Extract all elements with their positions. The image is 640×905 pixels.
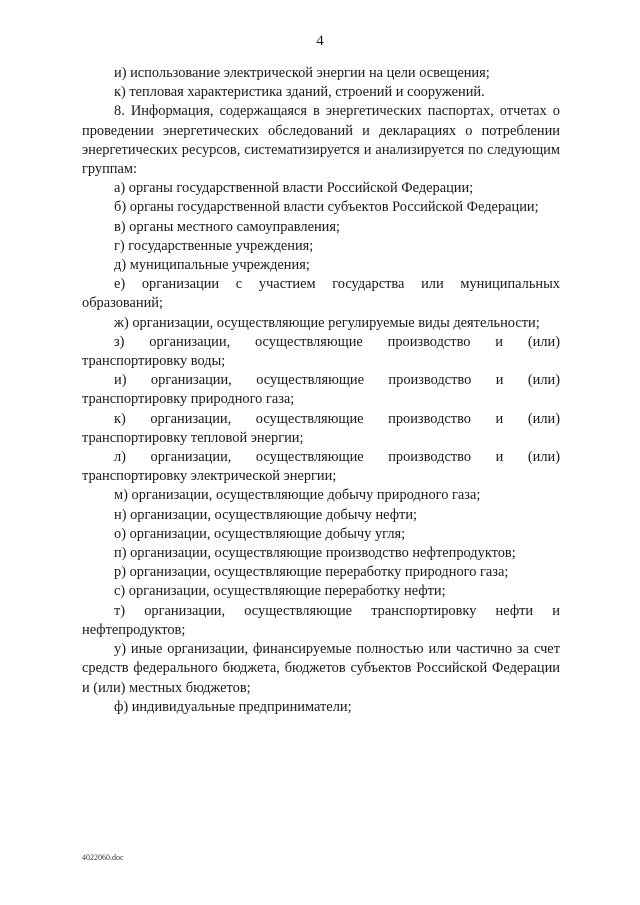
list-item-r: р) организации, осуществляющие переработку природного газа; — [114, 564, 509, 581]
list-item-i: и) организации, осуществляющие производство и (или) транспортировку природного газа; — [82, 372, 560, 408]
list-item-m: м) организации, осуществляющие добычу природного газа; — [114, 487, 481, 504]
list-item-k: к) организации, осуществляющие производство и (или) транспортировку тепловой энергии; — [82, 410, 560, 446]
list-item-n: н) организации, осуществляющие добычу нефти; — [114, 506, 418, 523]
list-item-o: о) организации, осуществляющие добычу угля; — [114, 525, 406, 542]
list-item-g: г) государственные учреждения; — [114, 237, 314, 254]
list-item-v: в) органы местного самоуправления; — [114, 218, 340, 235]
list-item-l: л) организации, осуществляющие производство и (или) транспортировку электрической энергии; — [82, 449, 560, 485]
document-body — [82, 64, 560, 717]
list-item-a: а) органы государственной власти Российской Федерации; — [114, 180, 474, 197]
list-item-u: у) иные организации, финансируемые полностью или частично за счет средств федерального бюджета, бюджетов субъектов Российской Федерации и (или) местных бюджетов; — [82, 641, 560, 696]
paragraph-item-k-thermal: к) тепловая характеристика зданий, строений и сооружений. — [114, 84, 485, 101]
paragraph-section-8: 8. Информация, содержащаяся в энергетических паспортах, отчетах о проведении энергетических обследований и декларациях о потреблении энергетических ресурсов, систематизируется и анализируется по следующим группам: — [82, 103, 560, 178]
page-number: 4 — [316, 33, 324, 49]
list-item-b: б) органы государственной власти субъектов Российской Федерации; — [114, 199, 539, 216]
footer-file-name: 4022060.doc — [82, 853, 124, 862]
list-item-s: с) организации, осуществляющие переработку нефти; — [114, 583, 446, 600]
list-item-p: п) организации, осуществляющие производство нефтепродуктов; — [114, 545, 516, 562]
list-item-f: ф) индивидуальные предприниматели; — [114, 698, 352, 715]
list-item-d: д) муниципальные учреждения; — [114, 257, 310, 274]
paragraph-item-i-lighting: и) использование электрической энергии на цели освещения; — [114, 65, 490, 81]
list-item-z: з) организации, осуществляющие производство и (или) транспортировку воды; — [82, 333, 560, 370]
list-item-zh: ж) организации, осуществляющие регулируемые виды деятельности; — [114, 314, 540, 331]
list-item-t: т) организации, осуществляющие транспортировку нефти и нефтепродуктов; — [82, 602, 560, 638]
list-item-e: е) организации с участием государства или муниципальных образований; — [82, 276, 560, 312]
